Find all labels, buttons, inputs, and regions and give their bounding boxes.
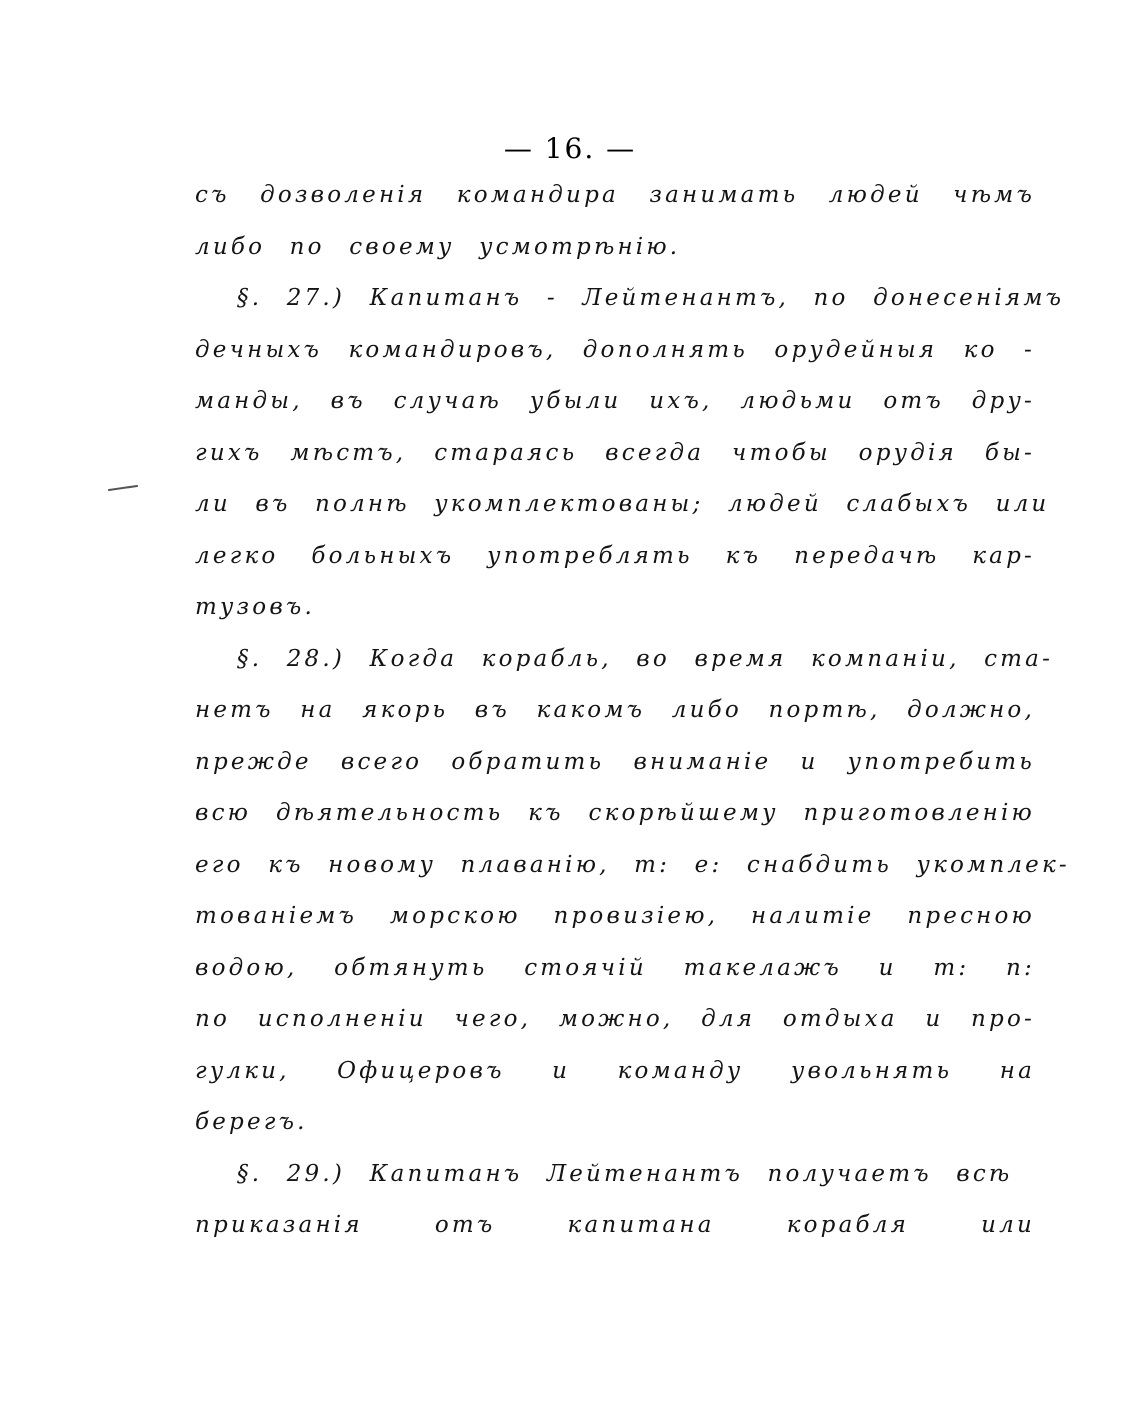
text-line: дечныхъ командировъ, дополнять орудейныя ко -: [195, 336, 1035, 363]
handwritten-text-body: [195, 170, 1070, 1252]
text-line: его къ новому плаванію, т: е: снабдить укомплек-: [195, 851, 1070, 878]
page-number: — 16. —: [503, 132, 637, 165]
text-line: ли въ полнѣ укомплектованы; людей слабыхъ или: [195, 491, 1050, 517]
text-line: прежде всего обратить вниманіе и употребить: [195, 748, 1035, 775]
text-line: нетъ на якорь въ какомъ либо портѣ, должно,: [195, 697, 1035, 723]
section-27-heading-line: §. 27.) Капитанъ - Лейтенантъ, по донесеніямъ: [237, 285, 1065, 311]
text-line: водою, обтянуть стоячій такелажъ и т: п:: [195, 954, 1035, 981]
text-line: по исполненіи чего, можно, для отдыха и про-: [195, 1006, 1035, 1032]
text-line: гулки, Офицеровъ и команду увольнять на: [195, 1057, 1035, 1084]
section-28-heading-line: §. 28.) Когда корабль, во время компаніи, ста-: [237, 645, 1054, 672]
text-line: манды, въ случаѣ убыли ихъ, людьми отъ дру-: [195, 388, 1035, 414]
section-29-heading-line: §. 29.) Капитанъ Лейтенантъ получаетъ всѣ: [237, 1160, 1013, 1187]
text-line: берегъ.: [195, 1109, 308, 1135]
text-line: тузовъ.: [195, 594, 315, 620]
text-line: гихъ мѣстъ, стараясь всегда чтобы орудія бы-: [195, 439, 1035, 466]
text-line: либо по своему усмотрѣнію.: [195, 233, 681, 260]
margin-pencil-mark: [108, 485, 138, 491]
text-line: легко больныхъ употреблять къ передачѣ кар-: [195, 542, 1035, 569]
text-line: приказанія отъ капитана корабля или: [195, 1212, 1035, 1238]
text-line: всю дѣятельность къ скорѣйшему приготовленію: [195, 800, 1035, 826]
text-line: тованіемъ морскою провизіею, налитіе пресною: [195, 903, 1035, 929]
text-line: съ дозволенія командира занимать людей чѣмъ: [195, 182, 1035, 208]
